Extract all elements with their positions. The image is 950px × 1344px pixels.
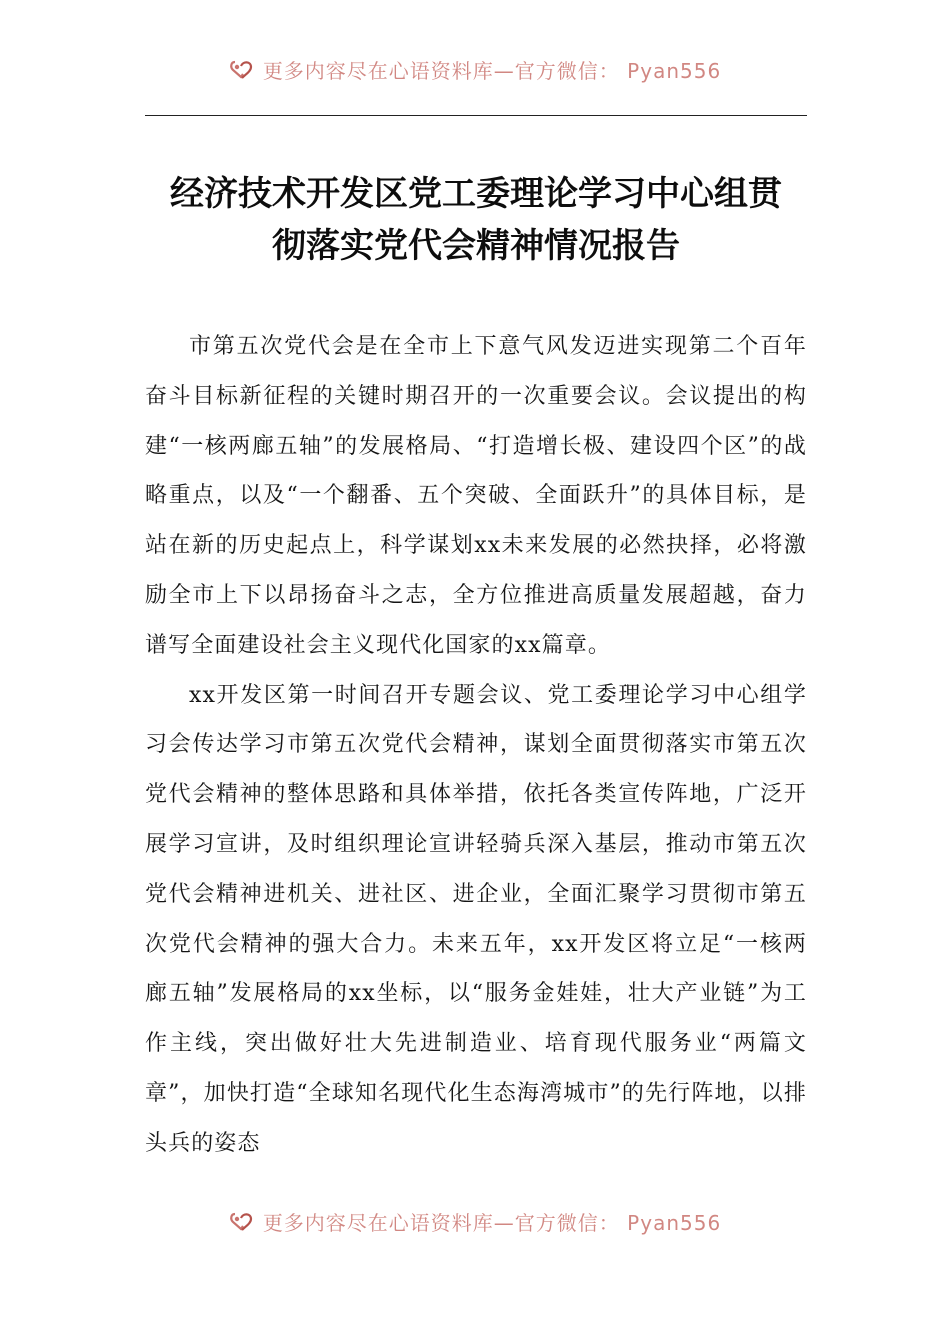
watermark-text: 更多内容尽在心语资料库—官方微信： Pyan556	[262, 1210, 722, 1235]
heart-logo-icon	[229, 58, 257, 80]
document-title	[145, 168, 807, 272]
heart-logo-icon	[229, 1210, 257, 1232]
title-line-2: 彻落实党代会精神情况报告	[272, 226, 680, 266]
header-rule	[145, 115, 807, 116]
watermark-text: 更多内容尽在心语资料库—官方微信： Pyan556	[262, 58, 722, 83]
document-body	[145, 322, 807, 1169]
paragraph-1: 市第五次党代会是在全市上下意气风发迈进实现第二个百年奋斗目标新征程的关键时期召开的一次重要会议。会议提出的构建“一核两廊五轴”的发展格局、“打造增长极、建设四个区”的战略重点，以及“一个翻番、五个突破、全面跃升”的具体目标，是站在新的历史起点上，科学谋划xx未来发展的必然抉择，必将激励全市上下以昂扬奋斗之志，全方位推进高质量发展超越，奋力谱写全面建设社会主义现代化国家的xx篇章。	[145, 334, 807, 658]
footer-watermark	[0, 1208, 950, 1234]
title-line-1: 经济技术开发区党工委理论学习中心组贯	[170, 174, 782, 214]
paragraph-2: xx开发区第一时间召开专题会议、党工委理论学习中心组学习会传达学习市第五次党代会精神，谋划全面贯彻落实市第五次党代会精神的整体思路和具体举措，依托各类宣传阵地，广泛开展学习宣讲，及时组织理论宣讲轻骑兵深入基层，推动市第五次党代会精神进机关、进社区、进企业，全面汇聚学习贯彻市第五次党代会精神的强大合力。未来五年，xx开发区将立足“一核两廊五轴”发展格局的xx坐标，以“服务金娃娃，壮大产业链”为工作主线，突出做好壮大先进制造业、培育现代服务业“两篇文章”，加快打造“全球知名现代化生态海湾城市”的先行阵地，以排头兵的姿态	[145, 682, 807, 1156]
header-watermark	[0, 56, 950, 82]
